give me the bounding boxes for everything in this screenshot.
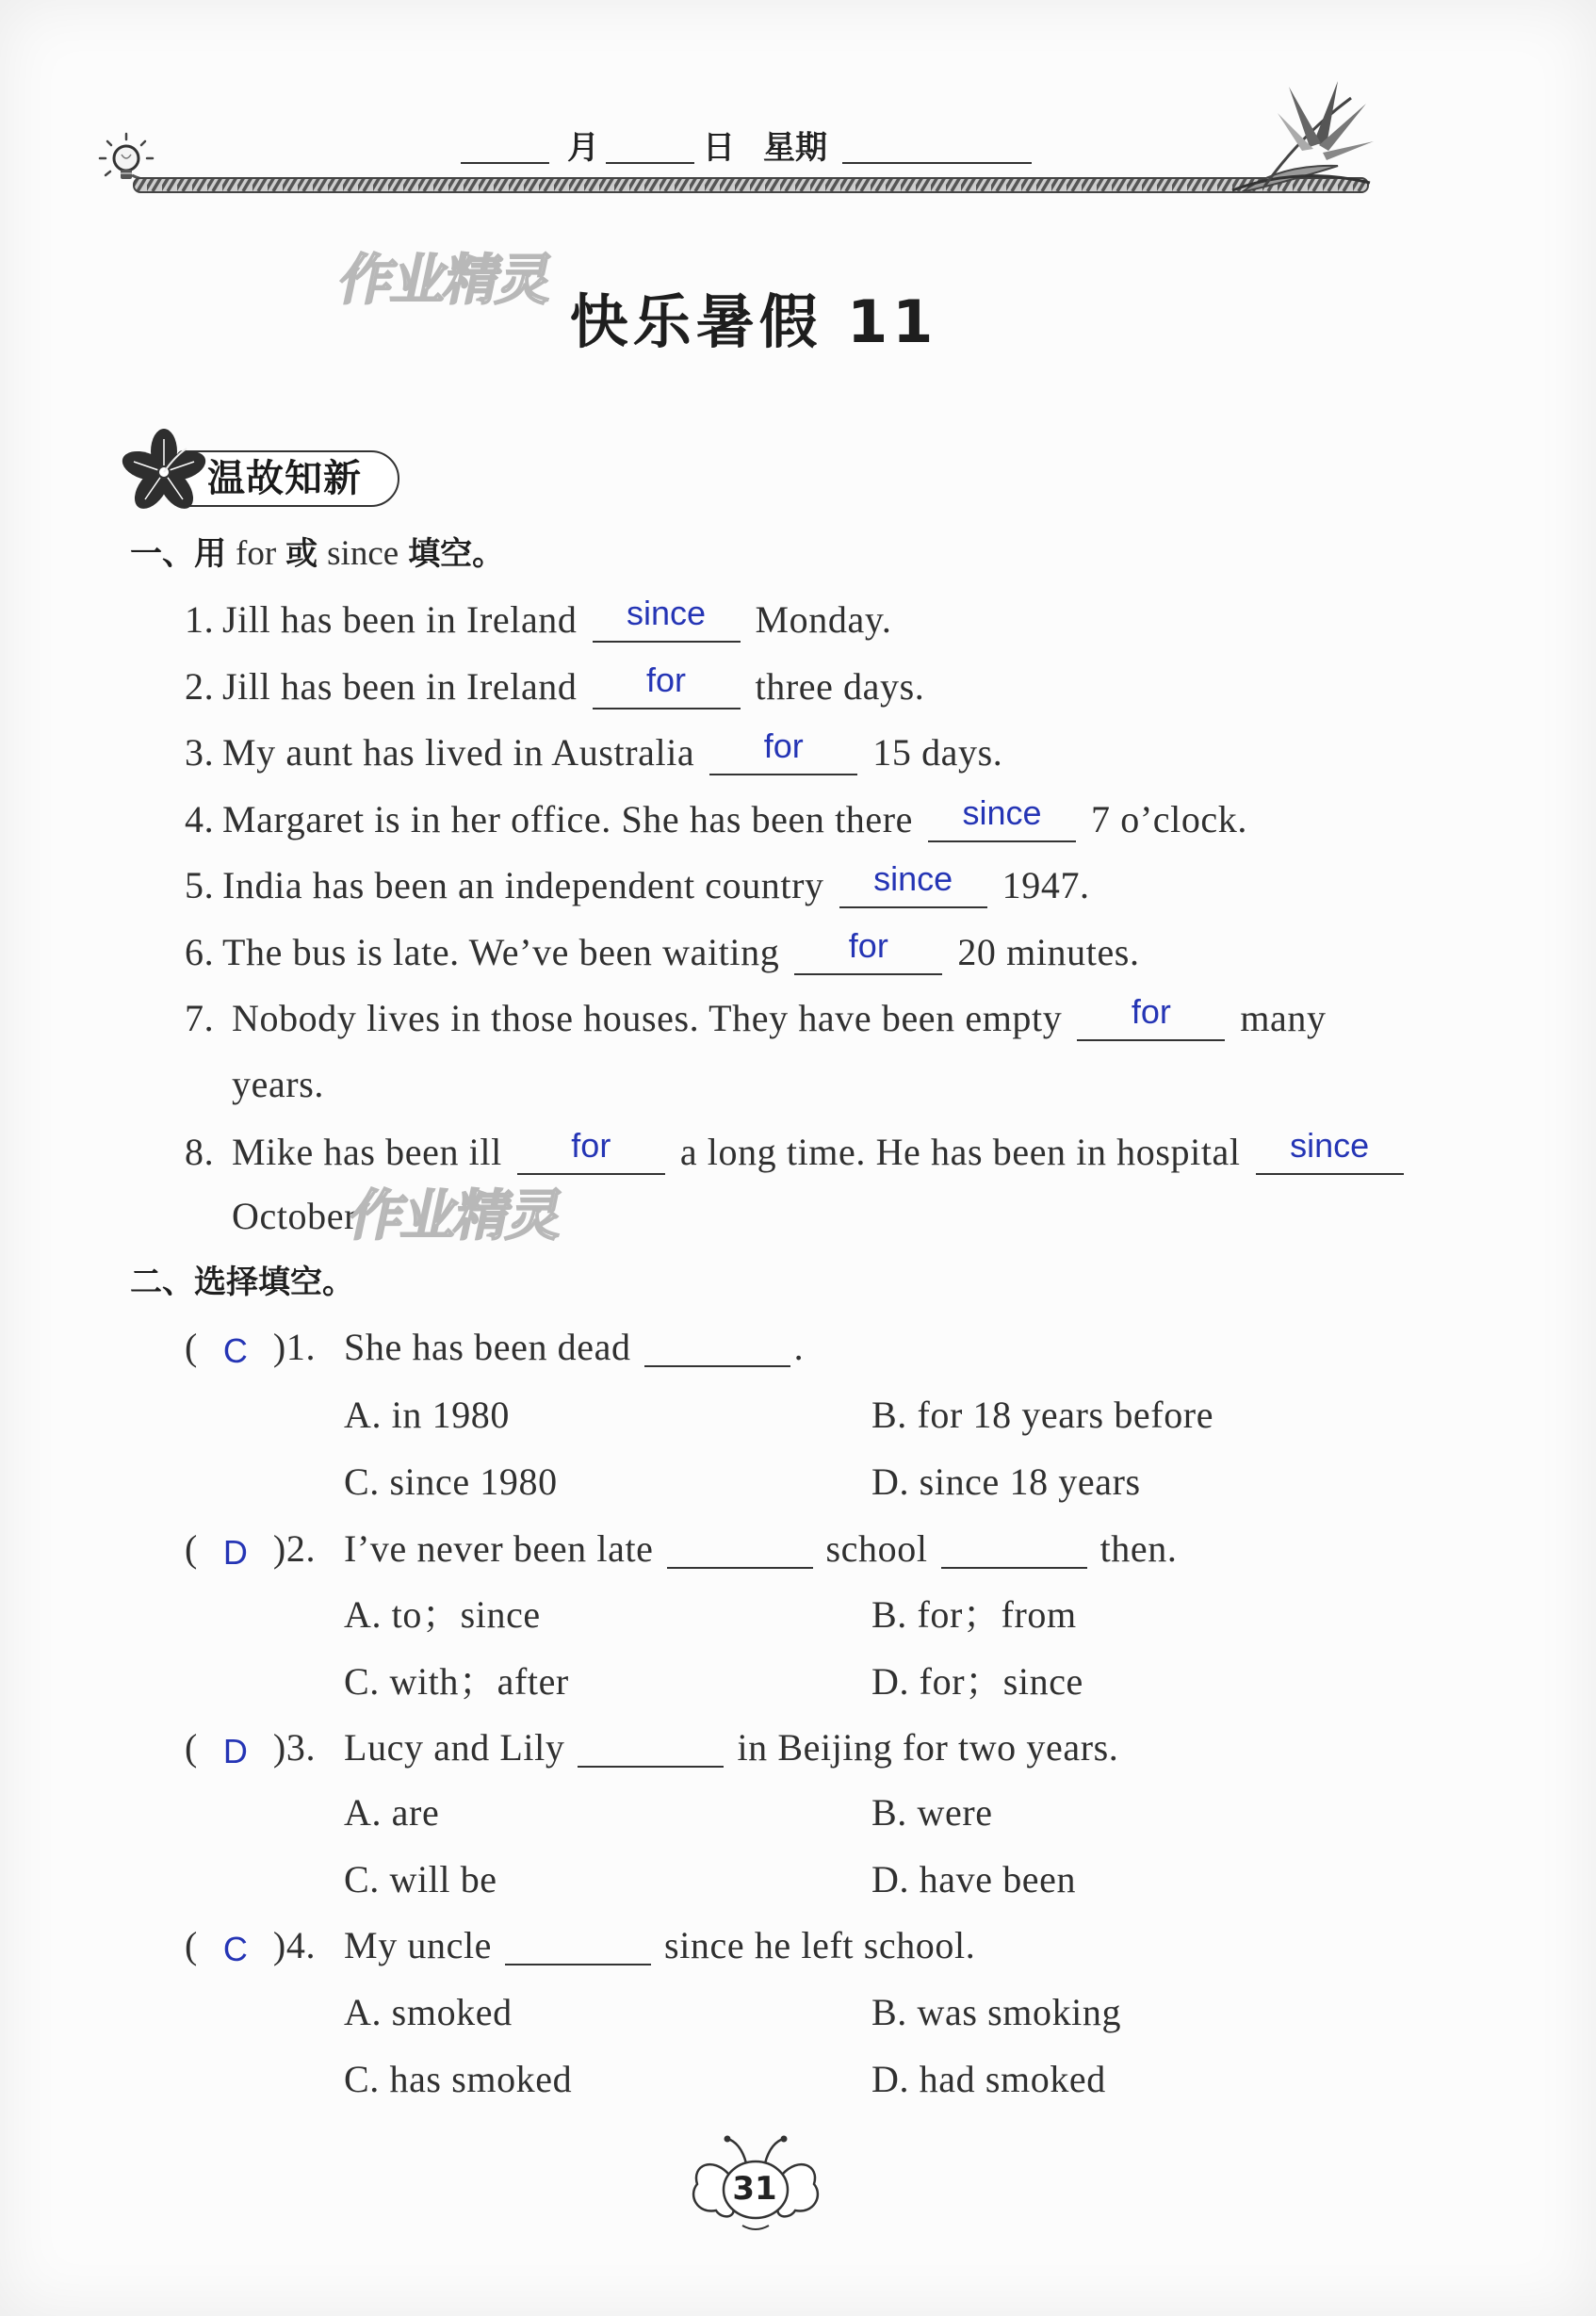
answer-blank: since (593, 596, 741, 643)
option-a: A. in 1980 (344, 1394, 510, 1436)
paren-close: ) (272, 1726, 286, 1769)
item-text-before: The bus is late. We’ve been waiting (222, 931, 780, 973)
choice-answer: C (222, 1930, 248, 1968)
item-number: 5. (185, 864, 215, 906)
choice-question-4 (185, 1923, 975, 1968)
month-label: 月 (567, 129, 599, 167)
question-text: Lucy and Lily (344, 1726, 565, 1769)
item-text-before: Jill has been in Ireland (222, 598, 578, 641)
fill-item-7 (185, 992, 1327, 1040)
option-d: D. had smoked (871, 2058, 1106, 2100)
question-number: 1. (285, 1326, 317, 1368)
paren-close: ) (272, 1924, 286, 1966)
question-number: 4. (285, 1924, 317, 1966)
page-number: 31 (732, 2170, 777, 2208)
watermark: 作业精灵 (343, 1183, 569, 1248)
rope-divider-icon (132, 172, 1370, 199)
question-text: She has been dead (344, 1326, 631, 1368)
question-text: since he left school. (664, 1924, 976, 1966)
blank-line (644, 1329, 790, 1367)
option-a: A. smoked (344, 1991, 513, 2033)
answer-blank: for (709, 729, 857, 775)
item-text-after: 15 days. (872, 731, 1003, 774)
bird-of-paradise-plant-icon (1223, 75, 1378, 207)
answer-blank: for (517, 1129, 665, 1175)
paren-open: ( (185, 1726, 198, 1769)
question-text: in Beijing for two years. (737, 1726, 1119, 1769)
answer-blank: for (1077, 995, 1225, 1041)
item-text-before: Jill has been in Ireland (222, 665, 578, 708)
question-text: then. (1099, 1527, 1178, 1570)
answer-blank: for (794, 929, 942, 975)
question-text: . (793, 1326, 805, 1368)
choice-question-3 (185, 1725, 1118, 1770)
month-blank (461, 162, 549, 164)
answer-blank-2: since (1256, 1129, 1404, 1175)
choice-answer: D (222, 1533, 248, 1572)
item-number: 8. (185, 1131, 215, 1173)
blank-line (578, 1730, 724, 1768)
part1-heading-word-since: since (327, 534, 399, 573)
item-text-after: 20 minutes. (957, 931, 1140, 973)
item-text-after: three days. (755, 665, 925, 708)
fill-item-8 (185, 1126, 1419, 1174)
part1-heading-word-for: for (236, 534, 277, 573)
item-text-after: 7 o’clock. (1091, 798, 1247, 840)
item-number: 4. (185, 798, 215, 840)
fill-item-7-continuation: years. (232, 1063, 324, 1105)
option-c: C. since 1980 (344, 1460, 558, 1503)
answer-blank: for (593, 663, 741, 709)
option-d: D. since 18 years (871, 1460, 1141, 1503)
item-text-before: Margaret is in her office. She has been there (222, 798, 914, 840)
paren-open: ( (185, 1924, 198, 1966)
fill-item-2 (185, 663, 924, 709)
paren-open: ( (185, 1527, 198, 1570)
question-number: 3. (285, 1726, 317, 1769)
item-number: 3. (185, 731, 215, 774)
item-text-before: Nobody lives in those houses. They have been empty (232, 997, 1063, 1039)
fill-item-6 (185, 926, 1140, 974)
option-d: D. for；since (871, 1660, 1083, 1703)
item-text-after: 1947. (1002, 864, 1090, 906)
day-label: 日 (703, 129, 735, 167)
item-text-after: Monday. (755, 598, 892, 641)
choice-question-2 (185, 1526, 1177, 1572)
paren-open: ( (185, 1326, 198, 1368)
option-c: C. with；after (344, 1660, 569, 1703)
fill-item-1 (185, 596, 891, 642)
item-text-before: India has been an independent country (222, 864, 824, 906)
fill-item-5 (185, 859, 1090, 907)
part1-heading-text: 或 (285, 535, 318, 573)
question-text: school (825, 1527, 928, 1570)
blank-line (505, 1928, 651, 1965)
option-a: A. to；since (344, 1593, 541, 1636)
option-a: A. are (344, 1791, 440, 1834)
item-number: 6. (185, 931, 215, 973)
option-b: B. were (871, 1791, 993, 1834)
option-c: C. has smoked (344, 2058, 573, 2100)
choice-answer: C (222, 1331, 248, 1370)
paren-close: ) (272, 1326, 286, 1368)
item-number: 1. (185, 598, 215, 641)
option-b: B. was smoking (871, 1991, 1122, 2033)
choice-answer: D (222, 1732, 248, 1770)
item-number: 2. (185, 665, 215, 708)
blank-line (941, 1531, 1087, 1569)
section-badge-label: 温故知新 (207, 457, 362, 500)
weekday-blank (842, 162, 1032, 164)
option-b: B. for 18 years before (871, 1394, 1214, 1436)
option-b: B. for；from (871, 1593, 1077, 1636)
choice-question-1 (185, 1325, 804, 1370)
fill-item-8-continuation: October. (232, 1195, 366, 1237)
part1-heading-text: 填空。 (408, 535, 505, 573)
item-text-after: many (1240, 997, 1327, 1039)
part1-heading (130, 531, 504, 577)
page-title: 快乐暑假 11 (569, 287, 938, 356)
question-number: 2. (285, 1527, 317, 1570)
part1-heading-text: 一、用 (130, 535, 226, 573)
weekday-label: 星期 (763, 129, 827, 167)
blank-line (667, 1531, 813, 1569)
paren-close: ) (272, 1527, 286, 1570)
item-text-middle: a long time. He has been in hospital (679, 1131, 1241, 1173)
option-c: C. will be (344, 1858, 497, 1900)
question-text: I’ve never been late (344, 1527, 654, 1570)
answer-blank: since (839, 862, 987, 908)
item-text-before: My aunt has lived in Australia (222, 731, 695, 774)
fill-item-3 (185, 726, 1003, 775)
hibiscus-flower-icon (117, 428, 211, 516)
watermark: 作业精灵 (333, 248, 559, 312)
option-d: D. have been (871, 1858, 1077, 1900)
item-number: 7. (185, 997, 215, 1039)
part2-heading: 二、选择填空。 (130, 1264, 354, 1301)
item-text-before: Mike has been ill (232, 1131, 502, 1173)
fill-item-4 (185, 793, 1247, 841)
answer-blank: since (928, 796, 1076, 842)
question-text: My uncle (344, 1924, 493, 1966)
day-blank (606, 162, 694, 164)
